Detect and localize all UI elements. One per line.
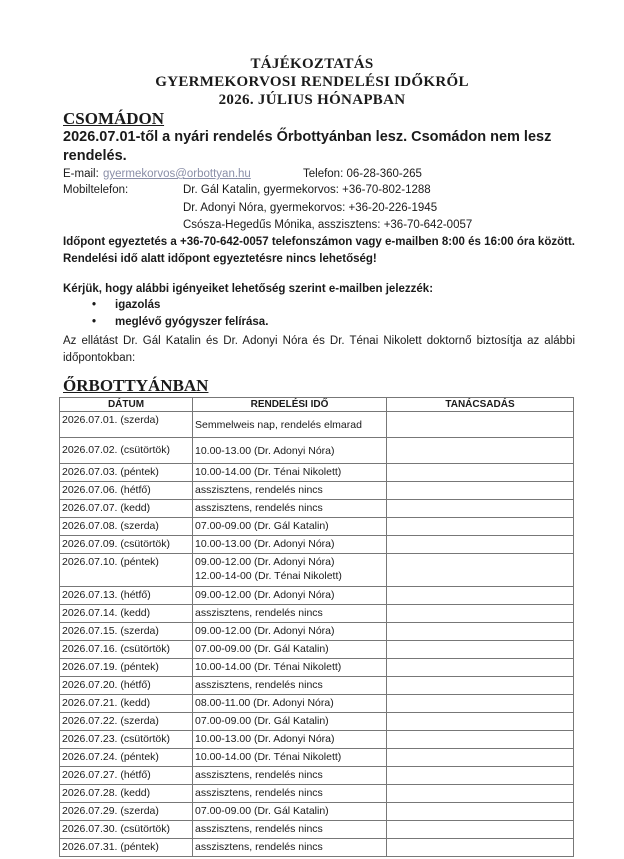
- advice-cell: [387, 641, 574, 659]
- time-cell: 07.00-09.00 (Dr. Gál Katalin): [193, 518, 387, 536]
- advice-cell: [387, 412, 574, 438]
- time-cell: 10.00-14.00 (Dr. Ténai Nikolett): [193, 464, 387, 482]
- date-cell: 2026.07.22. (szerda): [60, 713, 193, 731]
- date-cell: 2026.07.14. (kedd): [60, 605, 193, 623]
- date-cell: 2026.07.20. (hétfő): [60, 677, 193, 695]
- table-row: [60, 482, 574, 500]
- date-cell: 2026.07.10. (péntek): [60, 554, 193, 587]
- request-item-label: meglévő gyógyszer felírása.: [115, 316, 269, 328]
- column-header-date: DÁTUM: [60, 398, 193, 412]
- doc-title-line1: TÁJÉKOZTATÁS: [250, 56, 374, 72]
- advice-cell: [387, 500, 574, 518]
- request-intro: Kérjük, hogy alábbi igényeiket lehetőség szerint e-mailben jelezzék:: [63, 283, 434, 295]
- phone-number: Telefon: 06-28-360-265: [303, 168, 422, 180]
- table-row: [60, 500, 574, 518]
- column-header-advice: TANÁCSADÁS: [387, 398, 574, 412]
- time-cell: 09.00-12.00 (Dr. Adonyi Nóra): [193, 623, 387, 641]
- table-row: [60, 536, 574, 554]
- bullet-icon: •: [92, 299, 97, 311]
- advice-cell: [387, 587, 574, 605]
- doc-title-line2: GYERMEKORVOSI RENDELÉSI IDŐKRŐL: [155, 74, 469, 90]
- time-cell: asszisztens, rendelés nincs: [193, 785, 387, 803]
- email-link[interactable]: gyermekorvos@orbottyan.hu: [103, 168, 251, 180]
- date-cell: 2026.07.27. (hétfő): [60, 767, 193, 785]
- date-cell: 2026.07.31. (péntek): [60, 839, 193, 857]
- advice-cell: [387, 677, 574, 695]
- table-row: [60, 767, 574, 785]
- table-row: [60, 677, 574, 695]
- table-row: [60, 839, 574, 857]
- time-cell: asszisztens, rendelés nincs: [193, 821, 387, 839]
- time-cell: 09.00-12.00 (Dr. Adonyi Nóra): [193, 587, 387, 605]
- table-header-row: [60, 398, 574, 412]
- table-row: [60, 464, 574, 482]
- table-row: [60, 412, 574, 438]
- email-label: E-mail:: [63, 168, 99, 180]
- time-cell: 10.00-13.00 (Dr. Adonyi Nóra): [193, 731, 387, 749]
- advice-cell: [387, 695, 574, 713]
- time-cell: asszisztens, rendelés nincs: [193, 605, 387, 623]
- time-cell: asszisztens, rendelés nincs: [193, 500, 387, 518]
- table-row: [60, 785, 574, 803]
- doc-title-line3: 2026. JÚLIUS HÓNAPBAN: [218, 92, 406, 108]
- date-cell: 2026.07.15. (szerda): [60, 623, 193, 641]
- date-cell: 2026.07.30. (csütörtök): [60, 821, 193, 839]
- mobile-gal: Dr. Gál Katalin, gyermekorvos: +36-70-802-1288: [183, 184, 431, 196]
- date-cell: 2026.07.06. (hétfő): [60, 482, 193, 500]
- date-cell: 2026.07.13. (hétfő): [60, 587, 193, 605]
- mobile-adonyi: Dr. Adonyi Nóra, gyermekorvos: +36-20-226-1945: [183, 202, 438, 214]
- table-row: [60, 821, 574, 839]
- advice-cell: [387, 482, 574, 500]
- section-heading-orbottyan: ŐRBOTTYÁNBAN: [63, 376, 209, 395]
- date-cell: 2026.07.24. (péntek): [60, 749, 193, 767]
- time-cell: asszisztens, rendelés nincs: [193, 839, 387, 857]
- table-row: [60, 518, 574, 536]
- advice-cell: [387, 713, 574, 731]
- table-row: [60, 554, 574, 587]
- table-row: [60, 438, 574, 464]
- date-cell: 2026.07.01. (szerda): [60, 412, 193, 438]
- date-cell: 2026.07.23. (csütörtök): [60, 731, 193, 749]
- date-cell: 2026.07.03. (péntek): [60, 464, 193, 482]
- time-cell: asszisztens, rendelés nincs: [193, 677, 387, 695]
- date-cell: 2026.07.21. (kedd): [60, 695, 193, 713]
- advice-cell: [387, 839, 574, 857]
- appointment-note: Időpont egyeztetés a +36-70-642-0057 telefonszámon vagy e-mailben 8:00 és 16:00 óra között. Rendelési idő alatt időpont egyeztetésre nincs lehetőség!: [63, 236, 575, 265]
- date-cell: 2026.07.29. (szerda): [60, 803, 193, 821]
- table-row: [60, 623, 574, 641]
- date-cell: 2026.07.02. (csütörtök): [60, 438, 193, 464]
- time-cell: 10.00-14.00 (Dr. Ténai Nikolett): [193, 749, 387, 767]
- advice-cell: [387, 464, 574, 482]
- advice-cell: [387, 659, 574, 677]
- time-cell: 07.00-09.00 (Dr. Gál Katalin): [193, 641, 387, 659]
- time-cell: [193, 554, 387, 587]
- advice-cell: [387, 731, 574, 749]
- request-item-label: igazolás: [115, 299, 161, 311]
- schedule-table: [59, 397, 574, 857]
- time-cell: 10.00-13.00 (Dr. Adonyi Nóra): [193, 536, 387, 554]
- date-cell: 2026.07.19. (péntek): [60, 659, 193, 677]
- csomad-notice: 2026.07.01-től a nyári rendelés Őrbottyánban lesz. Csomádon nem lesz rendelés.: [63, 129, 552, 164]
- table-row: [60, 731, 574, 749]
- advice-cell: [387, 767, 574, 785]
- table-row: [60, 803, 574, 821]
- table-row: [60, 659, 574, 677]
- advice-cell: [387, 623, 574, 641]
- date-cell: 2026.07.08. (szerda): [60, 518, 193, 536]
- time-cell: asszisztens, rendelés nincs: [193, 482, 387, 500]
- advice-cell: [387, 785, 574, 803]
- time-cell: Semmelweis nap, rendelés elmarad: [193, 412, 387, 438]
- coverage-note: Az ellátást Dr. Gál Katalin és Dr. Adonyi Nóra és Dr. Ténai Nikolett doktornő biztosítja az alábbi időpontokban:: [63, 335, 575, 364]
- advice-cell: [387, 554, 574, 587]
- time-cell: asszisztens, rendelés nincs: [193, 767, 387, 785]
- bullet-icon: •: [92, 316, 97, 328]
- date-cell: 2026.07.07. (kedd): [60, 500, 193, 518]
- advice-cell: [387, 821, 574, 839]
- date-cell: 2026.07.09. (csütörtök): [60, 536, 193, 554]
- section-heading-csomad: CSOMÁDON: [63, 109, 165, 128]
- advice-cell: [387, 536, 574, 554]
- advice-cell: [387, 438, 574, 464]
- mobile-label: Mobiltelefon:: [63, 184, 129, 196]
- advice-cell: [387, 518, 574, 536]
- time-cell: 08.00-11.00 (Dr. Adonyi Nóra): [193, 695, 387, 713]
- advice-cell: [387, 605, 574, 623]
- date-cell: 2026.07.28. (kedd): [60, 785, 193, 803]
- time-line: 09.00-12.00 (Dr. Adonyi Nóra): [195, 556, 335, 568]
- time-cell: 10.00-13.00 (Dr. Adonyi Nóra): [193, 438, 387, 464]
- table-row: [60, 749, 574, 767]
- column-header-time: RENDELÉSI IDŐ: [193, 398, 387, 412]
- mobile-assistant: Csósza-Hegedűs Mónika, asszisztens: +36-70-642-0057: [183, 219, 473, 231]
- date-cell: 2026.07.16. (csütörtök): [60, 641, 193, 659]
- table-row: [60, 605, 574, 623]
- table-row: [60, 641, 574, 659]
- time-cell: 07.00-09.00 (Dr. Gál Katalin): [193, 803, 387, 821]
- time-line: 12.00-14-00 (Dr. Ténai Nikolett): [195, 570, 342, 582]
- advice-cell: [387, 749, 574, 767]
- table-row: [60, 587, 574, 605]
- advice-cell: [387, 803, 574, 821]
- time-cell: 10.00-14.00 (Dr. Ténai Nikolett): [193, 659, 387, 677]
- table-row: [60, 713, 574, 731]
- time-cell: 07.00-09.00 (Dr. Gál Katalin): [193, 713, 387, 731]
- table-row: [60, 695, 574, 713]
